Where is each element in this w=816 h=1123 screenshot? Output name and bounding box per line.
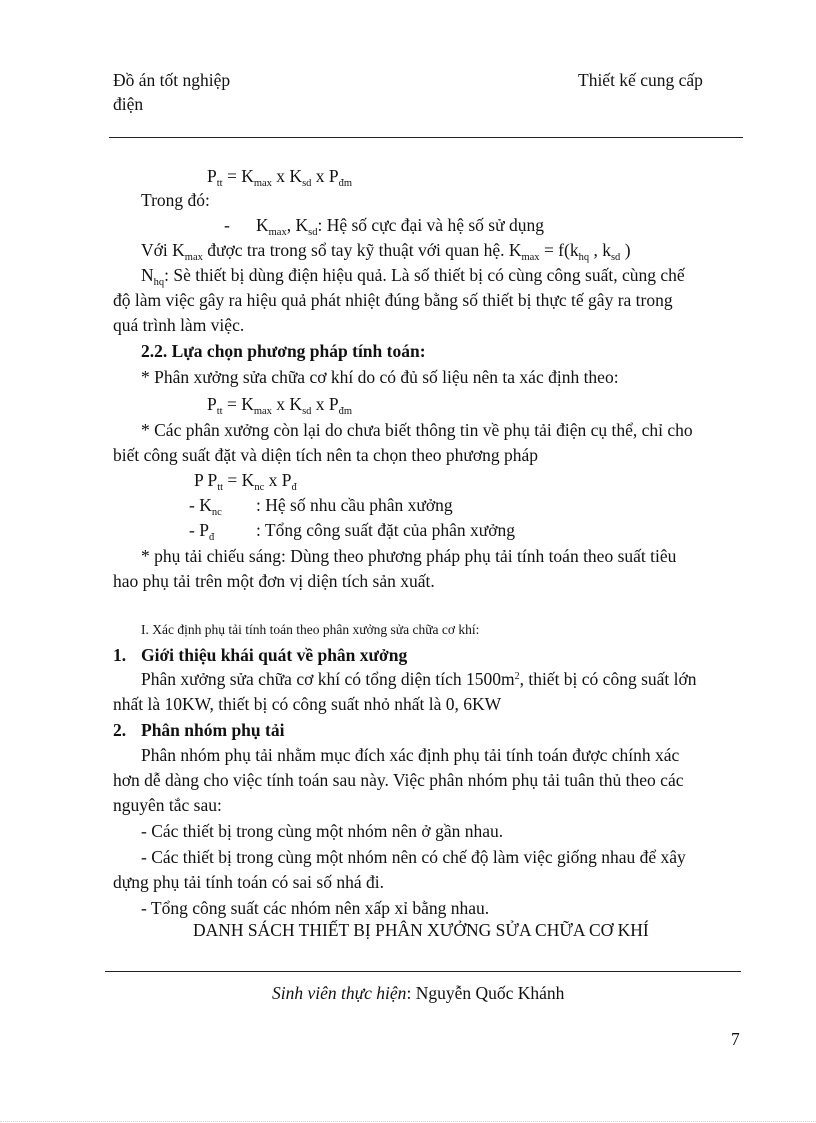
heading-1-title: Giới thiệu khái quát về phân xưởng [141,645,408,665]
grouping-paragraph-line3: nguyên tắc sau: [113,795,222,815]
grouping-rule-2-line1: - Các thiết bị trong cùng một nhóm nên có chế độ làm việc giống nhau để xây [141,847,686,867]
grouping-rule-2-line2: dựng phụ tải tính toán có sai số nhá đi. [113,872,384,892]
grouping-paragraph-line1: Phân nhóm phụ tải nhằm mục đích xác định phụ tải tính toán được chính xác [141,745,680,765]
nhq-definition-line3: quá trình làm việc. [113,315,245,335]
lighting-load-line2: hao phụ tải trên một đơn vị diện tích sản xuất. [113,571,435,591]
grouping-rule-1: - Các thiết bị trong cùng một nhóm nên ở gần nhau. [141,821,504,841]
heading-2-title: Phân nhóm phụ tải [141,720,285,740]
footer-rule [105,971,741,972]
equipment-list-title: DANH SÁCH THIẾT BỊ PHÂN XƯỞNG SỬA CHỮA CƠ KHÍ [193,920,649,940]
header-left-title: Đồ án tốt nghiệp [113,70,231,90]
nhq-definition-line1: $N_{hq}$: Sè thiết bị dùng điện hiệu quả. Là số thiết bị có cùng công suất, cùng chế [141,265,685,288]
grouping-paragraph-line2: hơn dễ dàng cho việc tính toán sau này. Việc phân nhóm phụ tải tuân thủ theo các [113,770,684,790]
remaining-workshops-line2: biết công suất đặt và diện tích nên ta chọn theo phương pháp [113,445,539,465]
knc-label: - $K_{nc}$ [189,495,222,518]
formula-ptt-2: $P_{tt} = K_{max}$ x $K_{sd}$ x $P_{đm}$ [207,394,353,417]
nhq-definition-line2: độ làm việc gây ra hiệu quả phát nhiệt đúng bằng số thiết bị thực tế gây ra trong [113,290,673,310]
formula-knc: P $P_{tt} = K_{nc}$ x $P_đ$ [194,470,297,493]
grouping-rule-3: - Tổng công suất các nhóm nên xấp xỉ bằng nhau. [141,898,490,918]
heading-1-number: 1. [113,645,127,665]
formula-ptt-1: $P_{tt} = K_{max}$ x $K_{sd}$ x $P_{đm}$ [207,166,353,189]
intro-paragraph-line2: nhất là 10KW, thiết bị có công suất nhỏ nhất là 0, 6KW [113,694,502,714]
trong-do-label: Trong đó: [141,190,210,210]
section-i-heading: I. Xác định phụ tải tính toán theo phân xưởng sửa chữa cơ khí: [141,622,480,637]
intro-paragraph-line1: Phân xưởng sửa chữa cơ khí có tổng diện tích $1500m^2$, thiết bị có công suất lớn [141,669,697,689]
bullet-dash: - [224,215,230,235]
page-number: 7 [731,1029,740,1049]
pd-label: - $P_đ$ [189,520,215,543]
remaining-workshops-line1: * Các phân xưởng còn lại do chưa biết thông tin về phụ tải điện cụ thể, chỉ cho [141,420,693,440]
kmax-ksd-definition: $K_{max}$, $K_{sd}$: Hệ số cực đại và hệ số sử dụng [256,215,544,238]
pxsc-paragraph: * Phân xưởng sửa chữa cơ khí do có đủ số liệu nên ta xác định theo: [141,367,619,387]
pd-description: : Tổng công suất đặt của phân xưởng [256,520,515,540]
header-right-title: Thiết kế cung cấp [578,70,703,90]
page-bottom-edge [0,1121,816,1122]
section-2-2-heading: 2.2. Lựa chọn phương pháp tính toán: [141,341,426,361]
kmax-lookup-line: Với $K_{max}$ được tra trong sổ tay kỹ thuật với quan hệ. $K_{max} = f(k_{hq}$ , $k_{sd}$ ) [141,240,631,263]
header-left-title-cont: điện [113,94,144,114]
footer-author: Sinh viên thực hiện: Nguyễn Quốc Khánh [272,983,565,1003]
knc-description: : Hệ số nhu cầu phân xưởng [256,495,453,515]
lighting-load-line1: * phụ tải chiếu sáng: Dùng theo phương pháp phụ tải tính toán theo suất tiêu [141,546,677,566]
header-rule [109,137,743,138]
heading-2-number: 2. [113,720,127,740]
